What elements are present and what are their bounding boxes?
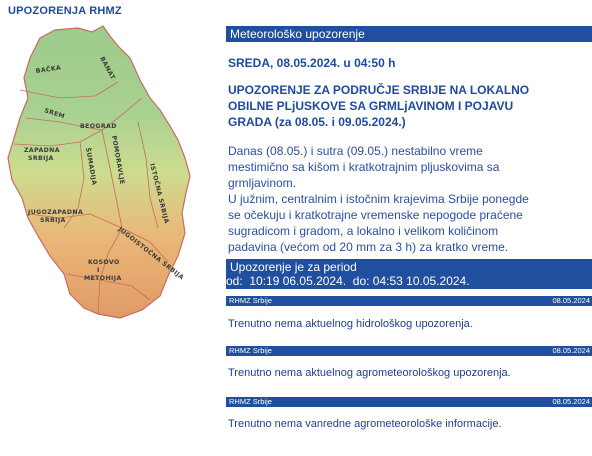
map-label-kosovo: KOSOVO xyxy=(88,259,120,266)
warning-body-line: se očekuju i kratkotrajne vremenske nepogode praćene xyxy=(228,208,523,222)
map-label-srem: SREM xyxy=(43,107,66,121)
warning-period xyxy=(226,259,592,289)
warning-body-line: padavina (većom od 20 mm za 3 h) za kratko vreme. xyxy=(228,240,509,254)
notice-date: 08.05.2024 xyxy=(552,346,590,355)
notice-source: RHMZ Srbije xyxy=(229,397,272,406)
period-range: od: 10:19 06.05.2024. do: 04:53 10.05.2024. xyxy=(226,274,470,288)
serbia-regions-map xyxy=(0,18,220,328)
notice-bar-hydro xyxy=(226,296,592,306)
notice-message-agro: Trenutno nema aktuelnog agrometeorološkog upozorenja. xyxy=(228,367,511,379)
site-title: UPOZORENJA RHMZ xyxy=(8,5,122,17)
warning-date: SREDA, 08.05.2024. u 04:50 h xyxy=(228,56,396,70)
map-label-backa: BAČKA xyxy=(35,64,62,75)
map-label-metohija: METOHIJA xyxy=(84,275,122,282)
notice-date: 08.05.2024 xyxy=(552,397,590,406)
map-label-pomoravlje: POMORAVLJE xyxy=(110,135,126,186)
warning-title-line: GRADA (za 08.05. i 09.05.2024.) xyxy=(228,115,406,129)
notice-message-agro-info: Trenutno nema vanredne agrometeorološke informacije. xyxy=(228,418,502,430)
notice-bar-agro-info xyxy=(226,397,592,407)
notice-bar-agro xyxy=(226,346,592,356)
warning-panel xyxy=(226,26,592,255)
map-label-sumadija: ŠUMADIJA xyxy=(84,147,98,186)
map-label-jugozapadna-2: SRBIJA xyxy=(40,217,66,224)
warning-body-line: sugradicom i gradom, a lokalno i velikom količinom xyxy=(228,224,499,238)
warning-body-line: grmljavinom. xyxy=(228,176,297,190)
map-label-zapadna-2: SRBIJA xyxy=(28,155,54,162)
map-label-jugoistocna: JUGOISTOČNA SRBIJA xyxy=(116,226,185,282)
warning-body-line: Danas (08.05.) i sutra (09.05.) nestabilno vreme xyxy=(228,144,483,158)
warning-header: Meteorološko upozorenje xyxy=(226,26,592,42)
map-label-istocna-srbija: ISTOČNA SRBIJA xyxy=(148,162,170,225)
warning-body xyxy=(226,143,592,255)
map-label-kosovo-i: I xyxy=(97,267,100,274)
map-label-zapadna: ZAPADNA xyxy=(24,147,60,154)
notice-source: RHMZ Srbije xyxy=(229,296,272,305)
notice-date: 08.05.2024 xyxy=(552,296,590,305)
map-label-banat: BANAT xyxy=(98,55,117,82)
warning-body-line: mestimično sa kišom i kratkotrajnim pljuskovima sa xyxy=(228,160,500,174)
warning-title-line: OBILNE PLjUSKOVE SA GRMLjAVINOM I POJAVU xyxy=(228,99,514,113)
period-label: Upozorenje je za period xyxy=(230,260,357,274)
warning-title xyxy=(226,82,592,130)
notice-source: RHMZ Srbije xyxy=(229,346,272,355)
notice-message-hydro: Trenutno nema aktuelnog hidrološkog upozorenja. xyxy=(228,318,473,330)
map-label-jugozapadna: JUGOZAPADNA xyxy=(28,209,84,216)
warning-title-line: UPOZORENJE ZA PODRUČJE SRBIJE NA LOKALNO xyxy=(228,83,530,97)
map-label-beograd: BEOGRAD xyxy=(80,123,117,130)
warning-body-line: U južnim, centralnim i istočnim krajevima Srbije ponegde xyxy=(228,192,529,206)
